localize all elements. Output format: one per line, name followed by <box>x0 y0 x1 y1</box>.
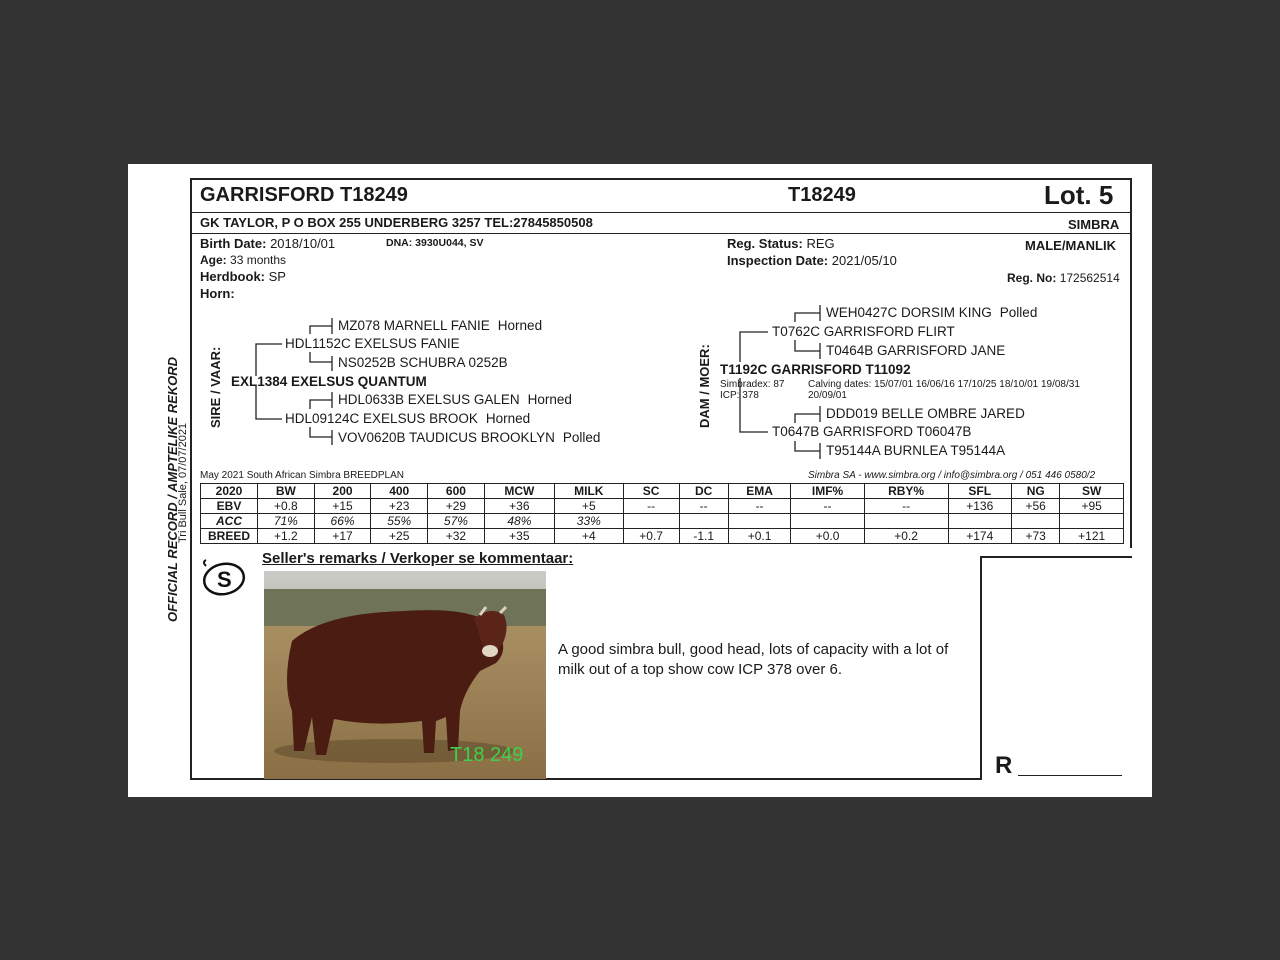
table-cell: 400 <box>371 484 428 499</box>
table-cell: NG <box>1012 484 1060 499</box>
table-cell: MILK <box>554 484 623 499</box>
table-cell: 2020 <box>201 484 258 499</box>
dna-info: DNA: 3930U044, SV <box>386 237 484 249</box>
age: Age: 33 months <box>200 253 287 267</box>
dam-name: T1192C GARRISFORD T11092 <box>720 362 911 377</box>
table-row <box>201 514 1124 529</box>
table-cell: +56 <box>1012 499 1060 514</box>
table-cell: 200 <box>314 484 371 499</box>
reg-status: Reg. Status: REG <box>727 236 835 251</box>
table-cell <box>791 514 864 529</box>
sire-sire: HDL1152C EXELSUS FANIE <box>285 336 460 351</box>
table-cell: +29 <box>428 499 485 514</box>
table-cell: +73 <box>1012 529 1060 544</box>
table-cell <box>679 514 728 529</box>
table-cell <box>864 514 948 529</box>
remarks-text: A good simbra bull, good head, lots of capacity with a lot of milk out of a top show cow ICP 378 over 6. <box>558 641 949 678</box>
bull-image <box>264 571 546 779</box>
official-record-label: OFFICIAL RECORD / AMPTELIKE REKORD <box>165 356 180 622</box>
table-cell <box>1012 514 1060 529</box>
price-currency: R <box>995 752 1013 779</box>
table-cell: +1.2 <box>258 529 315 544</box>
simbra-logo-icon <box>200 558 248 600</box>
sale-label: Tri Bull Sale, 07/07/2021 <box>177 422 189 543</box>
sire-sire-dam: NS0252B SCHUBRA 0252B <box>338 355 508 370</box>
table-cell: 55% <box>371 514 428 529</box>
table-cell: EMA <box>728 484 791 499</box>
table-cell: 33% <box>554 514 623 529</box>
table-cell: SW <box>1060 484 1124 499</box>
table-cell: 71% <box>258 514 315 529</box>
table-cell: -- <box>728 499 791 514</box>
table-cell: -- <box>864 499 948 514</box>
sire-sire-sire: MZ078 MARNELL FANIE Horned <box>338 318 543 333</box>
herdbook: Herdbook: SP <box>200 269 286 284</box>
table-cell: 66% <box>314 514 371 529</box>
table-cell: BW <box>258 484 315 499</box>
remarks-heading: Seller's remarks / Verkoper se kommentaar: <box>262 550 574 567</box>
table-cell: DC <box>679 484 728 499</box>
table-cell: +121 <box>1060 529 1124 544</box>
table-cell <box>948 514 1011 529</box>
simbradex: Simbradex: 87 <box>720 379 785 390</box>
table-cell: +32 <box>428 529 485 544</box>
sire-dam-sire: HDL0633B EXELSUS GALEN Horned <box>338 392 572 407</box>
dam-sire: T0762C GARRISFORD FLIRT <box>772 324 955 339</box>
table-cell: +35 <box>484 529 554 544</box>
table-row <box>201 499 1124 514</box>
table-cell: +95 <box>1060 499 1124 514</box>
dam-side-label: DAM / MOER: <box>697 344 712 428</box>
table-cell: IMF% <box>791 484 864 499</box>
table-cell: +0.2 <box>864 529 948 544</box>
table-cell: 57% <box>428 514 485 529</box>
owner-details: GK TAYLOR, P O BOX 255 UNDERBERG 3257 TEL:27845850508 <box>200 215 593 230</box>
table-cell: RBY% <box>864 484 948 499</box>
dam-dam-dam: T95144A BURNLEA T95144A <box>826 443 1006 458</box>
animal-name: GARRISFORD T18249 <box>200 184 408 206</box>
horn-label: Horn: <box>200 286 235 301</box>
table-cell: +36 <box>484 499 554 514</box>
table-cell <box>1060 514 1124 529</box>
animal-id: T18249 <box>788 184 856 206</box>
table-cell: +25 <box>371 529 428 544</box>
sire-dam: HDL09124C EXELSUS BROOK Horned <box>285 411 531 426</box>
svg-text:T18 249: T18 249 <box>450 744 524 766</box>
dam-icp: ICP: 378 <box>720 390 759 401</box>
reg-number: Reg. No: 172562514 <box>1007 271 1120 285</box>
table-cell: ACC <box>201 514 258 529</box>
table-cell: BREED <box>201 529 258 544</box>
table-cell: -- <box>679 499 728 514</box>
inspection-date: Inspection Date: 2021/05/10 <box>727 253 897 268</box>
breed-label: SIMBRA <box>1068 217 1120 232</box>
table-row <box>201 529 1124 544</box>
bull-photo <box>264 571 546 779</box>
ebv-table <box>200 483 1124 544</box>
breedplan-label: May 2021 South African Simbra BREEDPLAN <box>200 470 404 481</box>
table-cell: -1.1 <box>679 529 728 544</box>
breedplan-contact: Simbra SA - www.simbra.org / info@simbra.org / 051 446 0580/2 <box>808 470 1096 481</box>
table-cell: -- <box>623 499 679 514</box>
table-cell: +15 <box>314 499 371 514</box>
table-cell: -- <box>791 499 864 514</box>
table-cell <box>728 514 791 529</box>
table-cell: SC <box>623 484 679 499</box>
table-cell: SFL <box>948 484 1011 499</box>
birth-date: Birth Date: 2018/10/01 <box>200 236 336 251</box>
svg-text:S: S <box>217 567 232 592</box>
dam-sire-sire: WEH0427C DORSIM KING Polled <box>826 305 1038 320</box>
dam-dam: T0647B GARRISFORD T06047B <box>772 424 972 439</box>
table-cell: EBV <box>201 499 258 514</box>
table-cell: +5 <box>554 499 623 514</box>
table-row <box>201 484 1124 499</box>
table-cell: +17 <box>314 529 371 544</box>
sire-dam-dam: VOV0620B TAUDICUS BROOKLYN Polled <box>338 430 601 445</box>
table-cell <box>623 514 679 529</box>
table-cell: MCW <box>484 484 554 499</box>
dam-sire-dam: T0464B GARRISFORD JANE <box>826 343 1006 358</box>
table-cell: +0.8 <box>258 499 315 514</box>
table-cell: 48% <box>484 514 554 529</box>
table-cell: +23 <box>371 499 428 514</box>
table-cell: +0.7 <box>623 529 679 544</box>
sire-side-label: SIRE / VAAR: <box>208 346 223 428</box>
sex-label: MALE/MANLIK <box>1025 238 1116 253</box>
price-field[interactable] <box>1018 775 1122 776</box>
dam-dam-sire: DDD019 BELLE OMBRE JARED <box>826 406 1025 421</box>
table-cell: +136 <box>948 499 1011 514</box>
lot-number: Lot. 5 <box>1044 180 1114 210</box>
table-cell: +0.0 <box>791 529 864 544</box>
calving-dates: Calving dates: 15/07/01 16/06/16 17/10/25 18/10/01 19/08/31 <box>808 379 1080 390</box>
sire-name: EXL1384 EXELSUS QUANTUM <box>231 374 427 389</box>
table-cell: 600 <box>428 484 485 499</box>
table-cell: +174 <box>948 529 1011 544</box>
calving-dates-cont: 20/09/01 <box>808 390 847 401</box>
table-cell: +4 <box>554 529 623 544</box>
table-cell: +0.1 <box>728 529 791 544</box>
